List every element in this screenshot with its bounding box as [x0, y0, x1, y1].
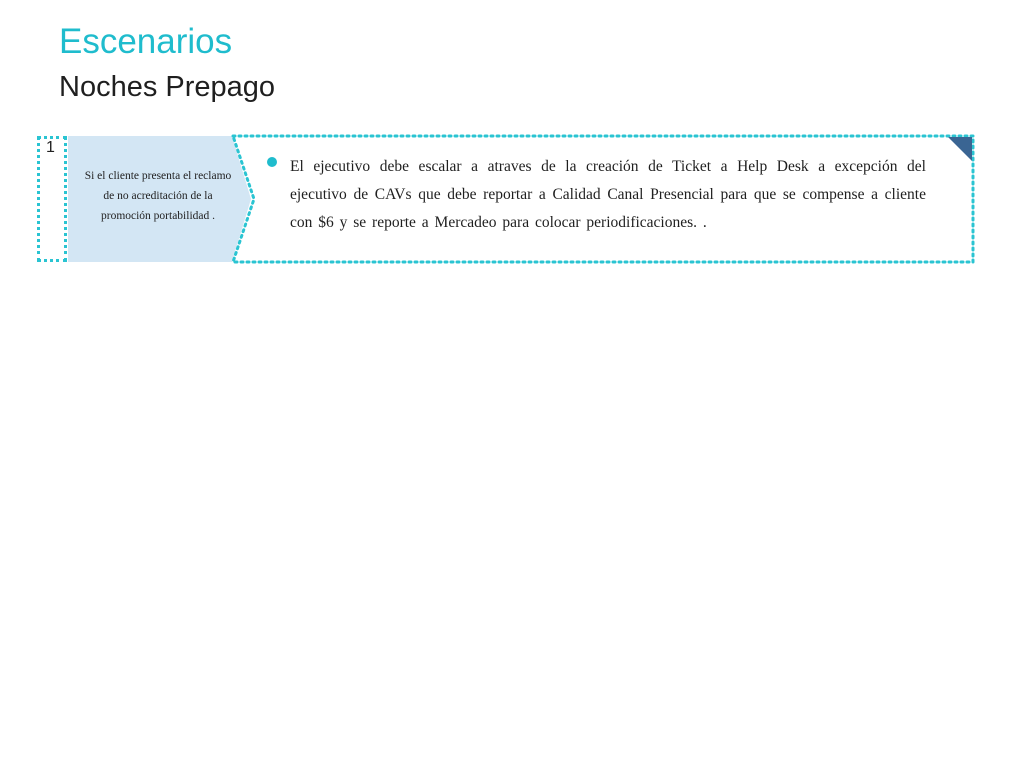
scenario-action: El ejecutivo debe escalar a atraves de la creación de Ticket a Help Desk a excepción del ejecutivo de CAVs que debe reportar a Calidad Canal Presencial para que se compense a cliente con $6 y se reporte a Mercadeo para colocar periodificaciones. .: [290, 158, 926, 231]
slide-subtitle: Noches Prepago: [59, 71, 276, 103]
corner-fold-icon: [948, 137, 972, 161]
scenario-condition: Si el cliente presenta el reclamo de no acreditación de la promoción portabilidad .: [84, 170, 232, 222]
bullet-icon: [267, 157, 277, 167]
slide-title: Escenarios: [59, 22, 233, 61]
scenario-number: 1: [46, 139, 55, 156]
